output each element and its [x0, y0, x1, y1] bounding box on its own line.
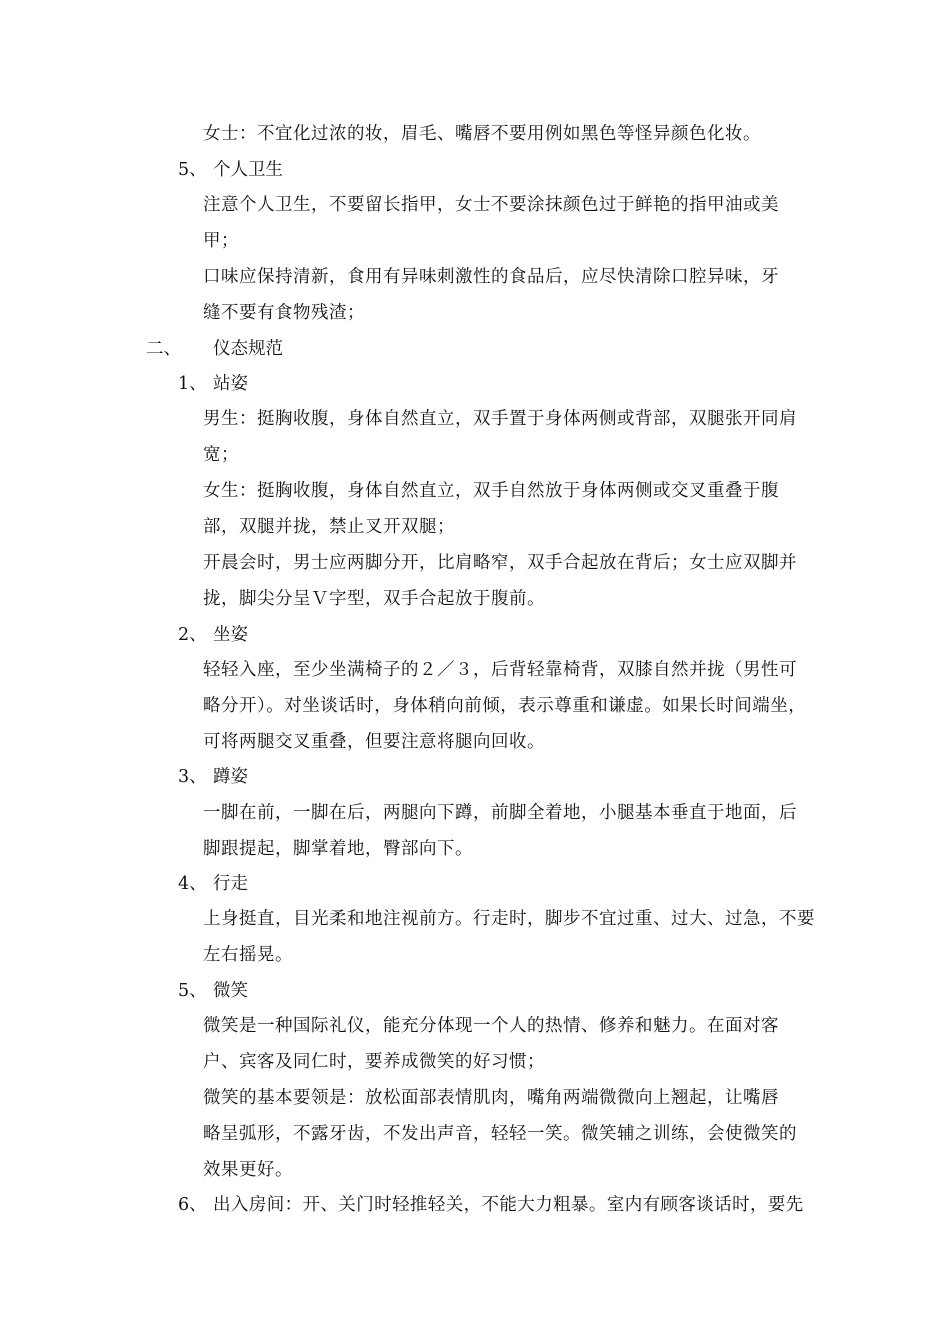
- paragraph-line: 轻轻入座，至少坐满椅子的２／３，后背轻靠椅背，双膝自然并拢（男性可: [203, 660, 797, 680]
- item-heading: 行走: [213, 874, 248, 894]
- paragraph-line: 微笑是一种国际礼仪，能充分体现一个人的热情、修养和魅力。在面对客: [203, 1016, 779, 1036]
- paragraph-line: 口味应保持清新，食用有异味刺激性的食品后，应尽快清除口腔异味，牙: [203, 267, 779, 287]
- paragraph-line: 部，双腿并拢，禁止叉开双腿；: [203, 517, 455, 537]
- item-number: 2、: [178, 625, 207, 645]
- paragraph-line: 一脚在前，一脚在后，两腿向下蹲，前脚全着地，小腿基本垂直于地面，后: [203, 803, 797, 823]
- item-number: 5、: [178, 160, 207, 180]
- item-text: 出入房间：开、关门时轻推轻关，不能大力粗暴。室内有顾客谈话时，要先: [213, 1195, 804, 1215]
- paragraph-line: 脚跟提起，脚掌着地，臀部向下。: [203, 839, 473, 859]
- item-number: 6、: [178, 1195, 207, 1215]
- paragraph-line: 微笑的基本要领是：放松面部表情肌肉，嘴角两端微微向上翘起，让嘴唇: [203, 1088, 779, 1108]
- paragraph-line: 男生：挺胸收腹，身体自然直立，双手置于身体两侧或背部，双腿张开同肩: [203, 409, 797, 429]
- item-number: 5、: [178, 981, 207, 1001]
- paragraph-line: 上身挺直，目光柔和地注视前方。行走时，脚步不宜过重、过大、过急，不要: [203, 909, 815, 929]
- paragraph-line: 效果更好。: [203, 1160, 293, 1180]
- paragraph-line: 左右摇晃。: [203, 945, 293, 965]
- section-heading: 仪态规范: [213, 339, 283, 359]
- paragraph-line: 注意个人卫生，不要留长指甲，女士不要涂抹颜色过于鲜艳的指甲油或美: [203, 195, 779, 215]
- paragraph-line: 可将两腿交叉重叠，但要注意将腿向回收。: [203, 732, 545, 752]
- item-heading: 个人卫生: [213, 160, 283, 180]
- paragraph-line: 缝不要有食物残渣；: [203, 303, 365, 323]
- section-number: 二、: [146, 339, 181, 359]
- paragraph-line: 户、宾客及同仁时，要养成微笑的好习惯；: [203, 1052, 545, 1072]
- paragraph-line: 女士：不宜化过浓的妆，眉毛、嘴唇不要用例如黑色等怪异颜色化妆。: [203, 124, 761, 144]
- item-heading: 坐姿: [213, 625, 248, 645]
- item-number: 1、: [178, 374, 207, 394]
- paragraph-line: 甲；: [203, 231, 239, 251]
- item-number: 4、: [178, 874, 207, 894]
- paragraph-line: 拢，脚尖分呈Ｖ字型，双手合起放于腹前。: [203, 589, 545, 609]
- paragraph-line: 略呈弧形，不露牙齿，不发出声音，轻轻一笑。微笑辅之训练，会使微笑的: [203, 1124, 797, 1144]
- paragraph-line: 开晨会时，男士应两脚分开，比肩略窄，双手合起放在背后；女士应双脚并: [203, 553, 797, 573]
- paragraph-line: 略分开）。对坐谈话时，身体稍向前倾，表示尊重和谦虚。如果长时间端坐，: [203, 696, 807, 716]
- item-heading: 微笑: [213, 981, 248, 1001]
- item-number: 3、: [178, 767, 207, 787]
- item-heading: 站姿: [213, 374, 248, 394]
- item-heading: 蹲姿: [213, 767, 248, 787]
- paragraph-line: 女生：挺胸收腹，身体自然直立，双手自然放于身体两侧或交叉重叠于腹: [203, 481, 779, 501]
- paragraph-line: 宽；: [203, 445, 239, 465]
